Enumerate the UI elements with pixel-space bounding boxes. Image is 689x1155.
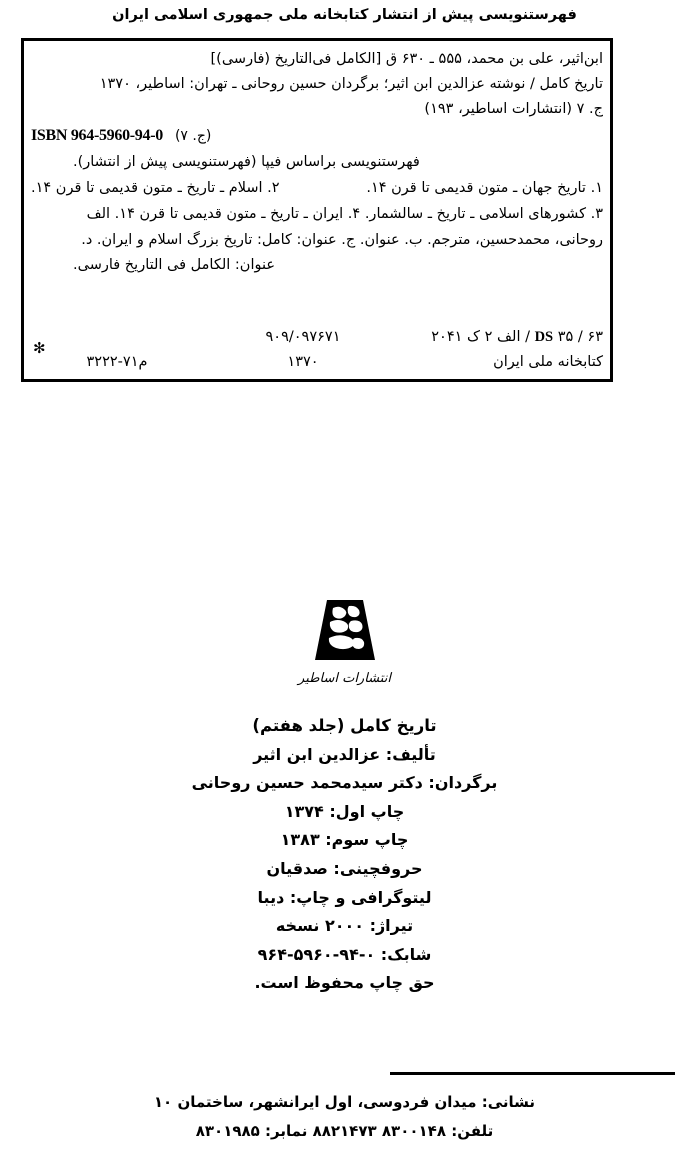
cip-box-content xyxy=(24,41,610,379)
cip-subject-1: ۱. تاریخ جهان ـ متون قدیمی تا قرن ۱۴. xyxy=(366,180,603,196)
cip-library-name: کتابخانه ملی ایران xyxy=(493,354,603,370)
cip-box xyxy=(21,38,613,382)
cip-series-statement: ج. ۷ (انتشارات اساطیر، ۱۹۳) xyxy=(424,101,603,117)
cip-subject-3: ۳. کشورهای اسلامی ـ تاریخ ـ سالشمار. ۴. ایران ـ تاریخ ـ متون قدیمی تا قرن ۱۴. الف xyxy=(86,206,603,222)
cip-isbn-volume: (ج. ۷) xyxy=(174,128,212,144)
cip-dewey-number: ۹۰۹/۰۹۷۶۷۱ xyxy=(265,329,341,345)
imprint-print-run: تیراژ: ۲۰۰۰ نسخه xyxy=(275,916,414,936)
cip-call-number xyxy=(403,325,603,350)
cip-isbn-row xyxy=(31,122,603,150)
imprint-copyright-notice: حق چاپ محفوظ است. xyxy=(254,973,435,993)
cip-added-entry: روحانی، محمدحسین، مترجم. ب. عنوان. ج. عنوان: کامل: تاریخ بزرگ اسلام و ایران. د. xyxy=(81,232,603,248)
publisher-logo-block xyxy=(0,598,689,686)
cip-uniform-title: عنوان: الکامل فی التاریخ فارسی. xyxy=(73,257,275,273)
cip-call-number-rest: ۳۵ / ۶۳ / الف ۲ ک ۲۰۴۱ xyxy=(431,329,603,345)
cip-call-number-class: DS xyxy=(534,329,554,345)
imprint-lithography-printing: لیتوگرافی و چاپ: دیبا xyxy=(257,887,432,907)
imprint-isbn: شابک: ۰-۹۴-۵۹۶۰-۹۶۴ xyxy=(257,944,432,964)
imprint-third-edition: چاپ سوم: ۱۳۸۳ xyxy=(280,830,409,850)
cip-subject-2: ۲. اسلام ـ تاریخ ـ متون قدیمی تا قرن ۱۴. xyxy=(31,180,280,196)
asatir-logo-icon xyxy=(313,598,377,664)
cip-title-statement: تاریخ کامل / نوشته عزالدین ابن اثیر؛ برگردان حسین روحانی ـ تهران: اساطیر، ۱۳۷۰ xyxy=(99,76,603,92)
cip-agency-row xyxy=(31,339,603,375)
address-block xyxy=(0,1088,689,1146)
cip-year: ۱۳۷۰ xyxy=(287,354,319,370)
address-phone-fax: تلفن: ۸۳۰۰۱۴۸ ۸۸۲۱۴۷۳ نمابر: ۸۳۰۱۹۸۵ xyxy=(195,1122,494,1140)
imprint-typesetting: حروفچینی: صدقیان xyxy=(266,858,423,878)
cip-subject-row-1 xyxy=(31,175,603,201)
asterisk-icon: ✻ xyxy=(33,339,46,357)
cip-call-number-spacer xyxy=(31,325,203,350)
cip-call-number-row xyxy=(31,325,603,350)
cip-control-number-cell xyxy=(31,339,203,375)
imprint-first-edition: چاپ اول: ۱۳۷۴ xyxy=(284,801,405,821)
imprint-translator: برگردان: دکتر سیدمحمد حسین روحانی xyxy=(191,773,498,793)
cip-cataloging-note: فهرستنویسی براساس فیپا (فهرستنویسی پیش از انتشار). xyxy=(73,154,420,170)
publisher-logo-caption: انتشارات اساطیر xyxy=(298,671,391,686)
cip-header-title: فهرستنویسی پیش از انتشار کتابخانه ملی جمهوری اسلامی ایران xyxy=(112,7,577,23)
cip-author-statement: ابن‌اثیر، علی بن محمد، ۵۵۵ ـ ۶۳۰ ق [الکامل فی‌التاریخ (فارسی)] xyxy=(210,51,603,67)
cip-isbn-code: ISBN 964-5960-94-0 xyxy=(31,127,163,144)
cip-call-number-block xyxy=(31,325,603,375)
cip-control-number: م۷۱-۳۲۲۲ xyxy=(86,354,148,370)
imprint-block xyxy=(0,712,689,998)
imprint-author: تألیف: عزالدین ابن اثیر xyxy=(253,744,436,764)
imprint-book-title: تاریخ کامل (جلد هفتم) xyxy=(252,716,437,735)
address-street: نشانی: میدان فردوسی، اول ایرانشهر، ساختمان ۱۰ xyxy=(153,1093,536,1111)
horizontal-divider xyxy=(390,1072,675,1075)
